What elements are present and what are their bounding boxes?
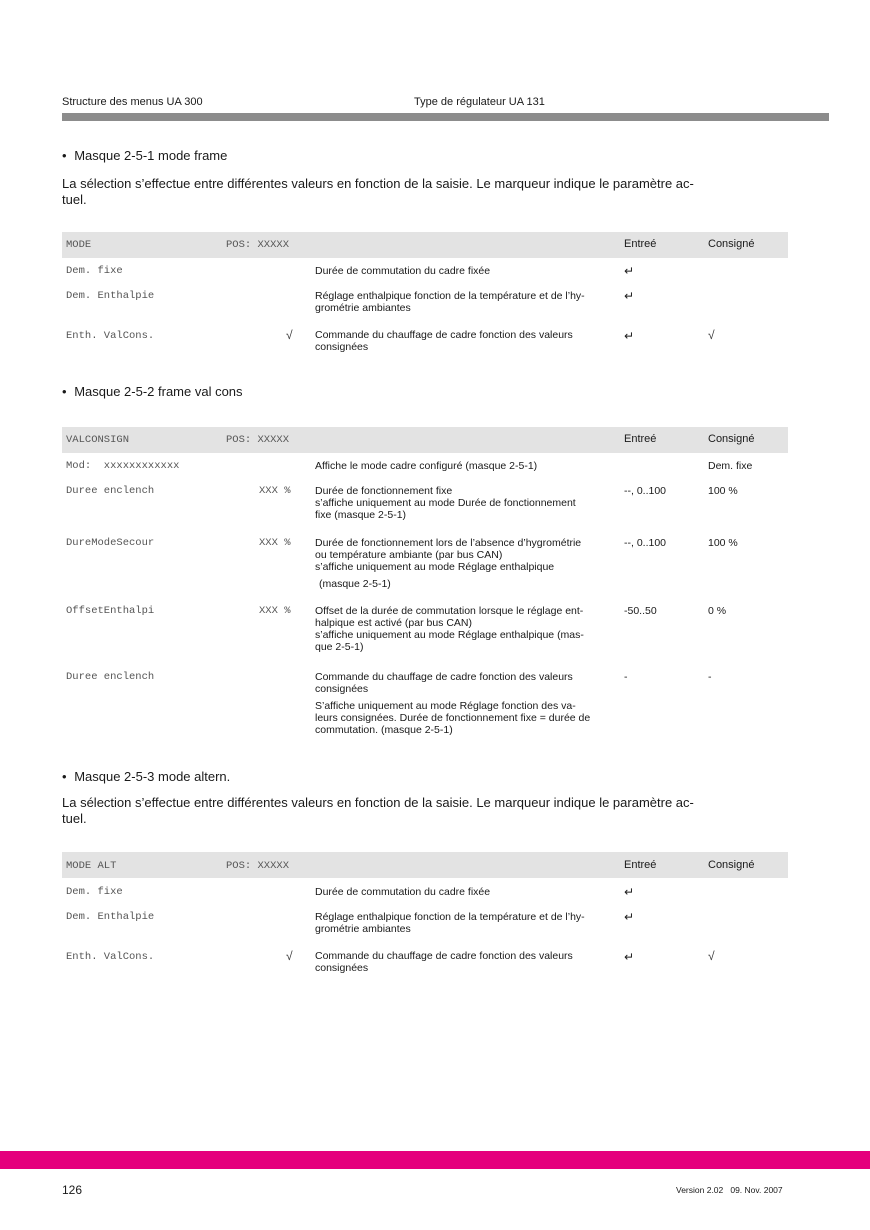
desc-line: s’affiche uniquement au mode Réglage enthalpique (315, 561, 555, 573)
section3-heading (62, 769, 230, 784)
marker-check-icon: √ (286, 328, 293, 342)
row-consigne: - (708, 671, 712, 683)
row-name: Enth. ValCons. (66, 330, 155, 342)
row-desc (315, 485, 620, 521)
section1-heading (62, 148, 227, 163)
desc-line: S’affiche uniquement au mode Réglage fonction des va- (315, 700, 576, 712)
th-mode: MODE ALT (66, 860, 117, 872)
th-mode: MODE (66, 239, 92, 251)
row-entree: - (624, 671, 628, 683)
desc-line: s’affiche uniquement au mode Réglage enthalpique (mas- (315, 629, 584, 641)
entree-return-icon: ↵ (624, 950, 635, 964)
section1-title: Masque 2-5-1 mode frame (74, 148, 228, 163)
desc-line: fixe (masque 2-5-1) (315, 509, 407, 521)
th-pos: POS: XXXXX (226, 860, 290, 872)
section3-paragraph (62, 795, 777, 827)
entree-return-icon: ↵ (624, 885, 635, 899)
row-name: Dem. fixe (66, 886, 123, 898)
marker-check-icon: √ (286, 949, 293, 963)
row-unit: XXX % (259, 485, 291, 497)
th-entree: Entreé (624, 433, 657, 445)
desc-line: Commande du chauffage de cadre fonction des valeurs (315, 671, 573, 683)
th-consigne: Consigné (708, 433, 755, 445)
desc-line: grométrie ambiantes (315, 923, 411, 935)
desc-line: consignées (315, 341, 369, 353)
row-consigne: 100 % (708, 537, 738, 549)
desc-line: consignées (315, 962, 369, 974)
row-desc (315, 950, 620, 974)
row-desc (315, 290, 620, 314)
header-left: Structure des menus UA 300 (62, 96, 203, 108)
desc-line: Affiche le mode cadre configuré (masque 2-5-1) (315, 460, 538, 472)
para-line: La sélection s’effectue entre différentes valeurs en fonction de la saisie. Le marqueur indique le paramètre ac- (62, 795, 694, 810)
desc-line: commutation. (masque 2-5-1) (315, 724, 453, 736)
row-name: Duree enclench (66, 485, 155, 497)
row-consigne: 0 % (708, 605, 727, 617)
row-consigne: Dem. fixe (708, 460, 753, 472)
entree-return-icon: ↵ (624, 329, 635, 343)
row-desc (315, 605, 620, 653)
desc-line: Durée de commutation du cadre fixée (315, 886, 491, 898)
row-name: Dem. fixe (66, 265, 123, 277)
row-desc (315, 537, 620, 590)
desc-line: Commande du chauffage de cadre fonction des valeurs (315, 950, 573, 962)
header-divider (62, 113, 829, 121)
bullet: • (62, 769, 67, 784)
th-entree: Entreé (624, 238, 657, 250)
version-info: Version 2.02 09. Nov. 2007 (676, 1185, 783, 1195)
row-name: Dem. Enthalpie (66, 911, 155, 923)
section3-title: Masque 2-5-3 mode altern. (74, 769, 231, 784)
desc-line: que 2-5-1) (315, 641, 364, 653)
footer-accent-bar (0, 1151, 870, 1169)
row-entree: -50..50 (624, 605, 657, 617)
table3-header (62, 852, 788, 878)
row-name: Duree enclench (66, 671, 155, 683)
row-unit: XXX % (259, 537, 291, 549)
desc-line: Durée de fonctionnement fixe (315, 485, 453, 497)
row-name: Dem. Enthalpie (66, 290, 155, 302)
row-desc (315, 671, 620, 736)
th-mode: VALCONSIGN (66, 434, 130, 446)
entree-return-icon: ↵ (624, 289, 635, 303)
row-entree: --, 0..100 (624, 485, 667, 497)
th-pos: POS: XXXXX (226, 434, 290, 446)
table1-header (62, 232, 788, 258)
row-consigne: 100 % (708, 485, 738, 497)
desc-line: consignées (315, 683, 369, 695)
table2-header (62, 427, 788, 453)
para-line: tuel. (62, 192, 87, 207)
bullet: • (62, 384, 67, 399)
desc-line: ou température ambiante (par bus CAN) (315, 549, 503, 561)
row-desc (315, 886, 620, 898)
row-desc (315, 265, 620, 277)
consigne-check-icon: √ (708, 949, 715, 963)
page-number: 126 (62, 1183, 83, 1197)
entree-return-icon: ↵ (624, 264, 635, 278)
row-name: Mod: xxxxxxxxxxxx (66, 460, 180, 472)
row-name: DureModeSecour (66, 537, 155, 549)
section1-paragraph (62, 176, 777, 208)
header-center: Type de régulateur UA 131 (414, 96, 545, 108)
desc-line: Offset de la durée de commutation lorsque le réglage ent- (315, 605, 584, 617)
row-desc (315, 911, 620, 935)
desc-line: grométrie ambiantes (315, 302, 411, 314)
th-consigne: Consigné (708, 859, 755, 871)
bullet: • (62, 148, 67, 163)
desc-line: Commande du chauffage de cadre fonction des valeurs (315, 329, 573, 341)
section2-title: Masque 2-5-2 frame val cons (74, 384, 243, 399)
row-name: OffsetEnthalpi (66, 605, 155, 617)
row-desc (315, 329, 620, 353)
consigne-check-icon: √ (708, 328, 715, 342)
desc-line: Réglage enthalpique fonction de la température et de l’hy- (315, 911, 585, 923)
section2-heading (62, 384, 243, 399)
para-line: La sélection s’effectue entre différentes valeurs en fonction de la saisie. Le marqueur indique le paramètre ac- (62, 176, 694, 191)
th-pos: POS: XXXXX (226, 239, 290, 251)
desc-line: halpique est activé (par bus CAN) (315, 617, 472, 629)
desc-line: Réglage enthalpique fonction de la température et de l’hy- (315, 290, 585, 302)
desc-line: Durée de fonctionnement lors de l’absence d’hygrométrie (315, 537, 582, 549)
row-unit: XXX % (259, 605, 291, 617)
desc-line: Durée de commutation du cadre fixée (315, 265, 491, 277)
row-entree: --, 0..100 (624, 537, 667, 549)
th-consigne: Consigné (708, 238, 755, 250)
row-desc (315, 460, 620, 472)
desc-line: leurs consignées. Durée de fonctionnement fixe = durée de (315, 712, 591, 724)
entree-return-icon: ↵ (624, 910, 635, 924)
desc-line: s’affiche uniquement au mode Durée de fonctionnement (315, 497, 576, 509)
row-name: Enth. ValCons. (66, 951, 155, 963)
para-line: tuel. (62, 811, 87, 826)
desc-line: (masque 2-5-1) (319, 578, 391, 590)
th-entree: Entreé (624, 859, 657, 871)
